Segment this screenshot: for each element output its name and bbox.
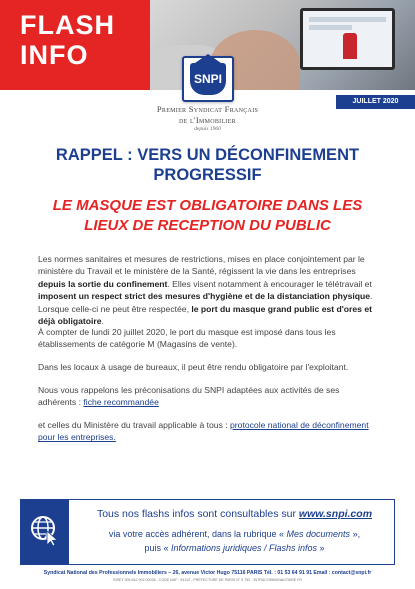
screen-bar <box>309 17 386 22</box>
footer-line3 <box>77 543 392 553</box>
logo-text: SNPI <box>190 63 226 95</box>
p1-bold: le port du masque grand public est d'ores et déjà obligatoire <box>38 303 372 327</box>
footer-line3-text: » <box>317 543 325 553</box>
mask-heading: LE MASQUE EST OBLIGATOIRE DANS LES LIEUX DE RECEPTION DU PUBLIC <box>52 197 363 234</box>
p1-bold: imposent un respect strict des mesures d'hygiène et de la distanciation physique <box>38 291 371 302</box>
footer-line3-italic: Informations juridiques / Flashs infos <box>170 543 318 553</box>
screen-bar <box>309 25 352 30</box>
p1-text: . <box>101 316 104 327</box>
footer-box <box>20 499 395 565</box>
protocole-link[interactable]: protocole national de déconfinement pour les entreprises. <box>38 420 369 443</box>
p1-text: . Elles visent notamment à encourager le télétravail et <box>167 278 372 289</box>
p5-text: et celles du Ministère du travail applicable à tous : <box>38 420 231 430</box>
flash-line2: INFO <box>20 40 89 70</box>
org-line1: Premier Syndicat Français <box>156 104 259 114</box>
paragraph-5 <box>38 419 378 444</box>
org-name <box>120 104 295 126</box>
fiche-recommandee-link[interactable]: fiche recommandée <box>83 397 159 408</box>
legal-line: SIRET 305 642 902 00038 - CODE NAF : 9411Z - PRÉFECTURE DE PARIS N° 9 752 - INTRACOMMUNAUTAIRE FR <box>113 578 302 582</box>
paragraph-1 <box>38 253 378 327</box>
logo-roof-icon <box>195 54 221 63</box>
footer-line1-text: Tous nos flashs infos sont consultables sur <box>96 508 299 520</box>
paragraph-2: À compter de lundi 20 juillet 2020, le port du masque est imposé dans tous les établissements de catégorie M (Magasins de vente). <box>38 327 336 350</box>
rappel-heading: RAPPEL : VERS UN DÉCONFINEMENT PROGRESSIF <box>55 146 360 184</box>
screen-figure <box>343 33 357 59</box>
org-line2: de l'Immobilier <box>179 115 236 125</box>
address-line: Syndicat National des Professionnels Immobiliers – 26, avenue Victor Hugo 75116 PARIS Tél. : 01 53 64 91 91 Email : contact@snpi.fr <box>43 570 372 576</box>
flash-line1: FLASH <box>20 10 115 40</box>
photo-tablet-screen <box>300 8 395 70</box>
snpi-website-link[interactable]: www.snpi.com <box>298 508 373 520</box>
footer-line2-text: via votre accès adhérent, dans la rubrique « <box>108 529 287 539</box>
p4-text: Nous vous rappelons les préconisations du SNPI adaptées aux activités de ses adhérents : <box>38 385 340 408</box>
p1-text: . Lorsque celle-ci ne peut être respectée, <box>38 291 373 314</box>
footer-line2-text: », <box>350 529 361 539</box>
snpi-logo <box>182 56 234 102</box>
paragraph-3: Dans les locaux à usage de bureaux, il peut être rendu obligatoire par l'exploitant. <box>38 362 349 372</box>
footer-icon-panel <box>21 500 69 564</box>
org-since: depuis 1960 <box>194 126 221 132</box>
footer-line1 <box>77 508 392 520</box>
footer-line2-italic: Mes documents <box>286 529 351 539</box>
flash-info-title <box>20 10 115 70</box>
globe-cursor-icon <box>29 514 61 546</box>
footer-line2 <box>77 529 392 539</box>
p1-text: Les normes sanitaires et mesures de restrictions, mises en place conjointement par le ministère du Travail et le ministère de la Santé, régissent la vie dans les entreprises <box>38 254 365 277</box>
date-badge: JUILLET 2020 <box>336 95 415 109</box>
footer-line3-text: puis « <box>144 543 171 553</box>
paragraph-4 <box>38 384 378 409</box>
p1-bold: depuis la sortie du confinement <box>38 278 168 289</box>
